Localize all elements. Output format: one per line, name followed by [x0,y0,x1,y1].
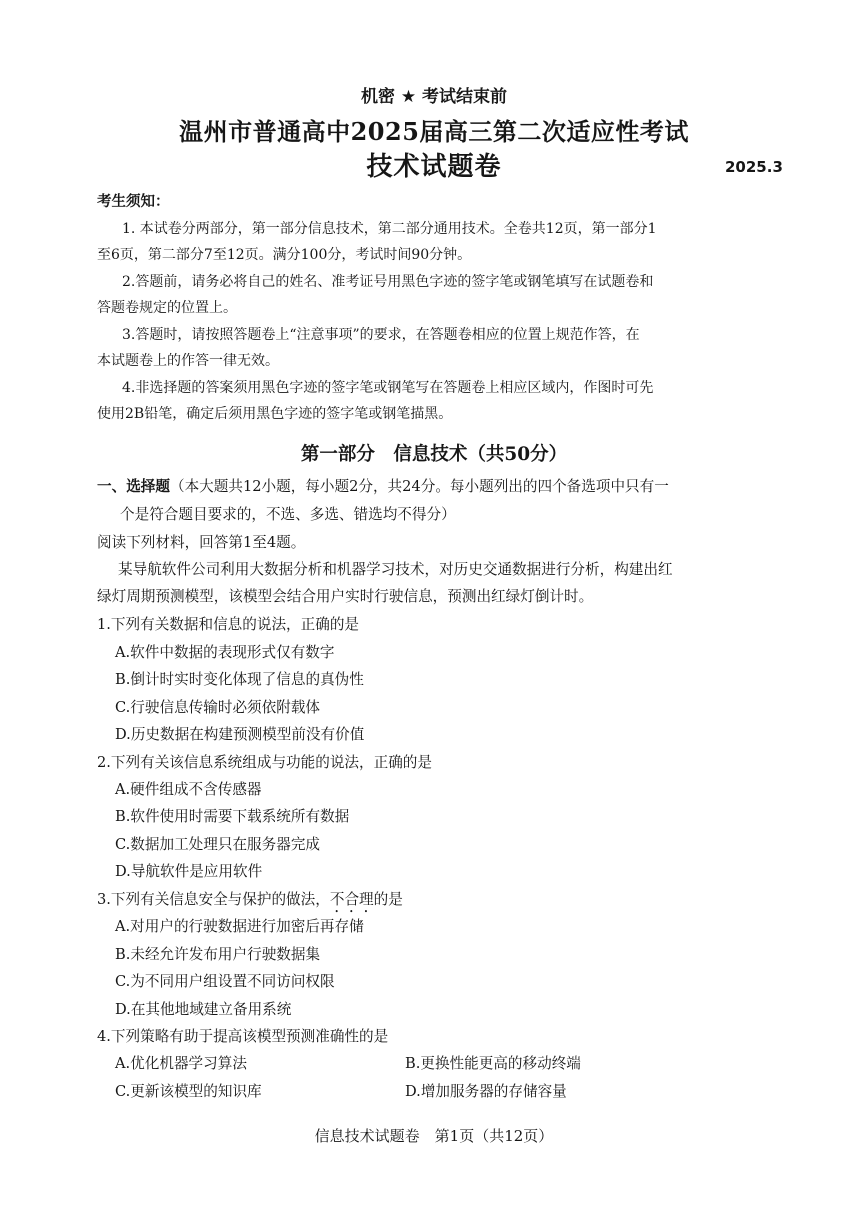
notice-line: 1. 本试卷分两部分，第一部分信息技术，第二部分通用技术。全卷共12页，第一部分1 [122,221,657,237]
question-1-option-b: B.倒计时实时变化体现了信息的真伪性 [115,671,364,688]
question-2-stem: 2.下列有关该信息系统组成与功能的说法，正确的是 [97,754,432,771]
notice-line: 3.答题时，请按照答题卷上“注意事项”的要求，在答题卷相应的位置上规范作答，在 [122,327,640,343]
question-2-option-a: A.硬件组成不含传感器 [115,781,262,798]
section-header [97,475,669,496]
question-3-option-b: B.未经允许发布用户行驶数据集 [115,946,321,963]
question-4-option-b: B.更换性能更高的移动终端 [405,1055,581,1072]
notice-line: 2.答题前，请务必将自己的姓名、准考证号用黑色字迹的签字笔或钢笔填写在试题卷和 [122,274,654,290]
question-3-option-a: A.对用户的行驶数据进行加密后再存储 [115,918,364,935]
question-1-option-a: A.软件中数据的表现形式仅有数字 [115,644,335,661]
material-text: 绿灯周期预测模型，该模型会结合用户实时行驶信息，预测出红绿灯倒计时。 [97,588,594,605]
notice-line: 至6页，第二部分7至12页。满分100分，考试时间90分钟。 [97,247,472,263]
confidential-label: 机密 ★ 考试结束前 [360,87,508,107]
question-3-stem [97,888,403,916]
notice-line: 答题卷规定的位置上。 [97,300,237,316]
section-description: （本大题共12小题，每小题2分，共24分。每小题列出的四个备选项中只有一 [169,478,669,495]
notice-line: 使用2B铅笔，确定后须用黑色字迹的签字笔或钢笔描黑。 [97,406,453,422]
question-3-stem-end: 的是 [373,891,403,908]
exam-date: 2025.3 [725,158,783,176]
exam-title: 温州市普通高中2025届高三第二次适应性考试 [179,117,689,146]
question-2-option-c: C.数据加工处理只在服务器完成 [115,836,321,853]
question-4-option-a: A.优化机器学习算法 [115,1055,247,1072]
notice-line: 4.非选择题的答案须用黑色字迹的签字笔或钢笔写在答题卷上相应区域内，作图时可先 [122,380,654,396]
section-description-cont: 个是符合题目要求的，不选、多选、错选均不得分） [120,506,456,523]
question-4-option-d: D.增加服务器的存储容量 [405,1083,567,1100]
question-2-option-b: B.软件使用时需要下载系统所有数据 [115,808,350,825]
notice-heading: 考生须知： [97,194,170,210]
material-text: 某导航软件公司利用大数据分析和机器学习技术，对历史交通数据进行分析，构建出红 [118,561,673,578]
exam-subtitle: 技术试题卷 [366,152,502,182]
section-label: 一、选择题 [97,478,170,495]
question-3-emphasis: 不合理 [329,891,374,908]
question-3-stem-text: 3.下列有关信息安全与保护的做法， [97,891,330,908]
question-1-option-c: C.行驶信息传输时必须依附载体 [115,699,321,716]
question-3-option-d: D.在其他地域建立备用系统 [115,1001,292,1018]
page-footer: 信息技术试题卷 第1页（共12页） [314,1127,554,1145]
question-1-stem: 1.下列有关数据和信息的说法，正确的是 [97,616,360,633]
notice-line: 本试题卷上的作答一律无效。 [97,353,279,369]
material-intro: 阅读下列材料，回答第1至4题。 [97,534,306,551]
question-1-option-d: D.历史数据在构建预测模型前没有价值 [115,726,365,743]
question-3-option-c: C.为不同用户组设置不同访问权限 [115,973,335,990]
part-one-title: 第一部分 信息技术（共50分） [300,444,568,465]
question-2-option-d: D.导航软件是应用软件 [115,863,263,880]
question-4-option-c: C.更新该模型的知识库 [115,1083,262,1100]
question-4-stem: 4.下列策略有助于提高该模型预测准确性的是 [97,1028,389,1045]
